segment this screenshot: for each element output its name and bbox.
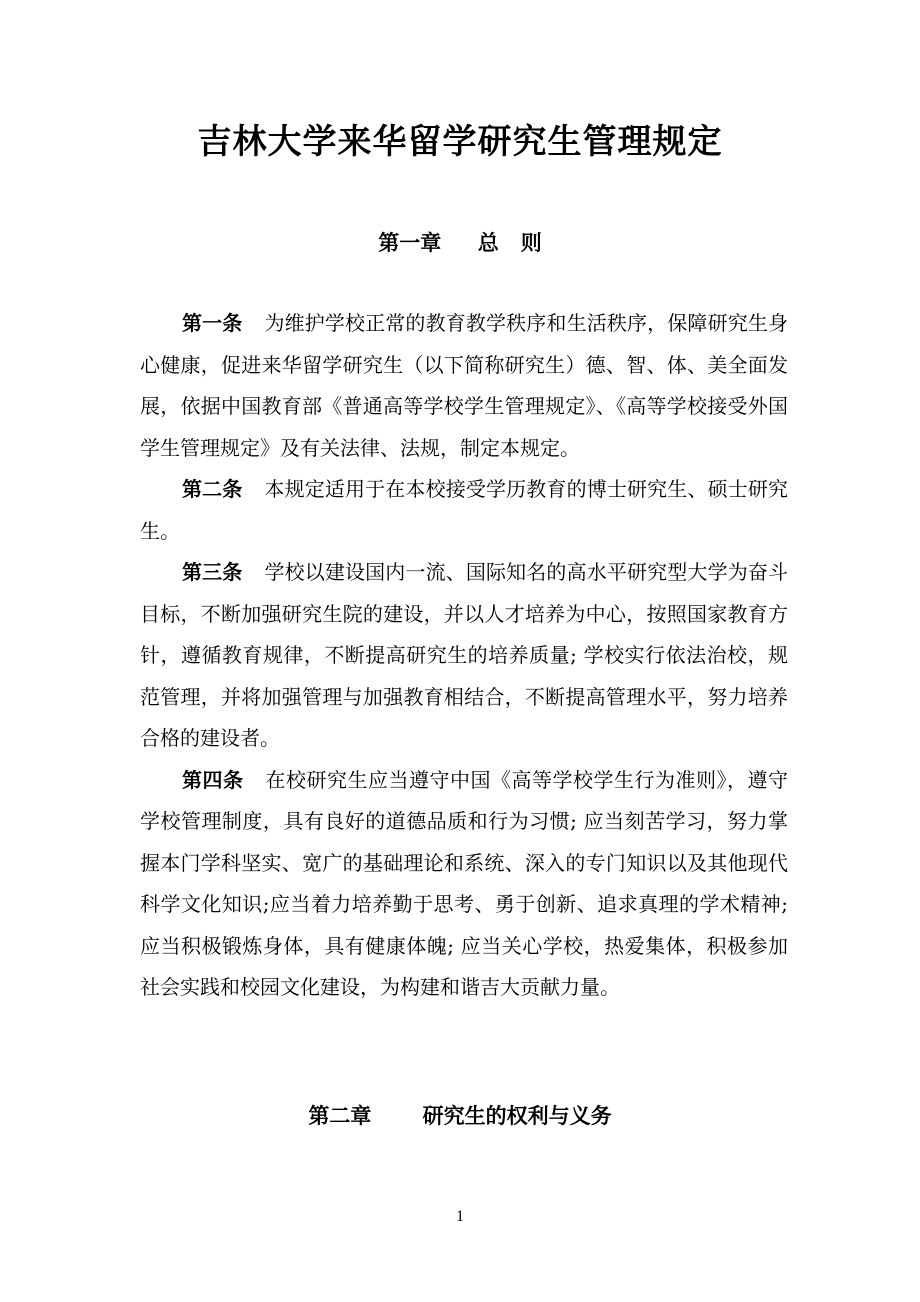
document-title: 吉林大学来华留学研究生管理规定 bbox=[197, 122, 723, 162]
article-1-number: 第一条 bbox=[182, 311, 243, 335]
article-4-text: 在校研究生应当遵守中国《高等学校学生行为准则》，遵守学校管理制度，具有良好的道德品质和行为习惯; 应当刻苦学习，努力掌握本门学科坚实、宽广的基础理论和系统、深入的专门知识以及其他现代科学文化知识;应当着力培养勤于思考、勇于创新、追求真理的学术精神; 应当积极锻炼身体，具有健康体魄; 应当关心学校，热爱集体，积极参加社会实践和校园文化建设，为构建和谐吉大贡献力量。 bbox=[140, 767, 788, 999]
article-2-number: 第二条 bbox=[182, 477, 243, 501]
article-3 bbox=[140, 552, 788, 760]
chapter-2-heading: 第二章 研究生的权利与义务 bbox=[308, 1104, 612, 1128]
chapter-1-heading: 第一章 总 则 bbox=[378, 231, 542, 255]
article-2 bbox=[140, 469, 788, 552]
document-body bbox=[140, 303, 788, 1009]
article-3-number: 第三条 bbox=[182, 560, 243, 584]
article-4 bbox=[140, 760, 788, 1009]
article-2-text: 本规定适用于在本校接受学历教育的博士研究生、硕士研究生。 bbox=[140, 477, 789, 543]
article-3-text: 学校以建设国内一流、国际知名的高水平研究型大学为奋斗目标，不断加强研究生院的建设，并以人才培养为中心，按照国家教育方针，遵循教育规律，不断提高研究生的培养质量; 学校实行依法治校，规范管理，并将加强管理与加强教育相结合，不断提高管理水平，努力培养合格的建设者。 bbox=[140, 560, 789, 750]
article-4-number: 第四条 bbox=[182, 767, 244, 792]
page-number: 1 bbox=[456, 1208, 464, 1225]
article-1-text: 为维护学校正常的教育教学秩序和生活秩序，保障研究生身心健康，促进来华留学研究生（以下简称研究生）德、智、体、美全面发展，依据中国教育部《普通高等学校学生管理规定》、《高等学校接受外国学生管理规定》及有关法律、法规，制定本规定。 bbox=[140, 311, 789, 460]
article-1 bbox=[140, 303, 788, 469]
